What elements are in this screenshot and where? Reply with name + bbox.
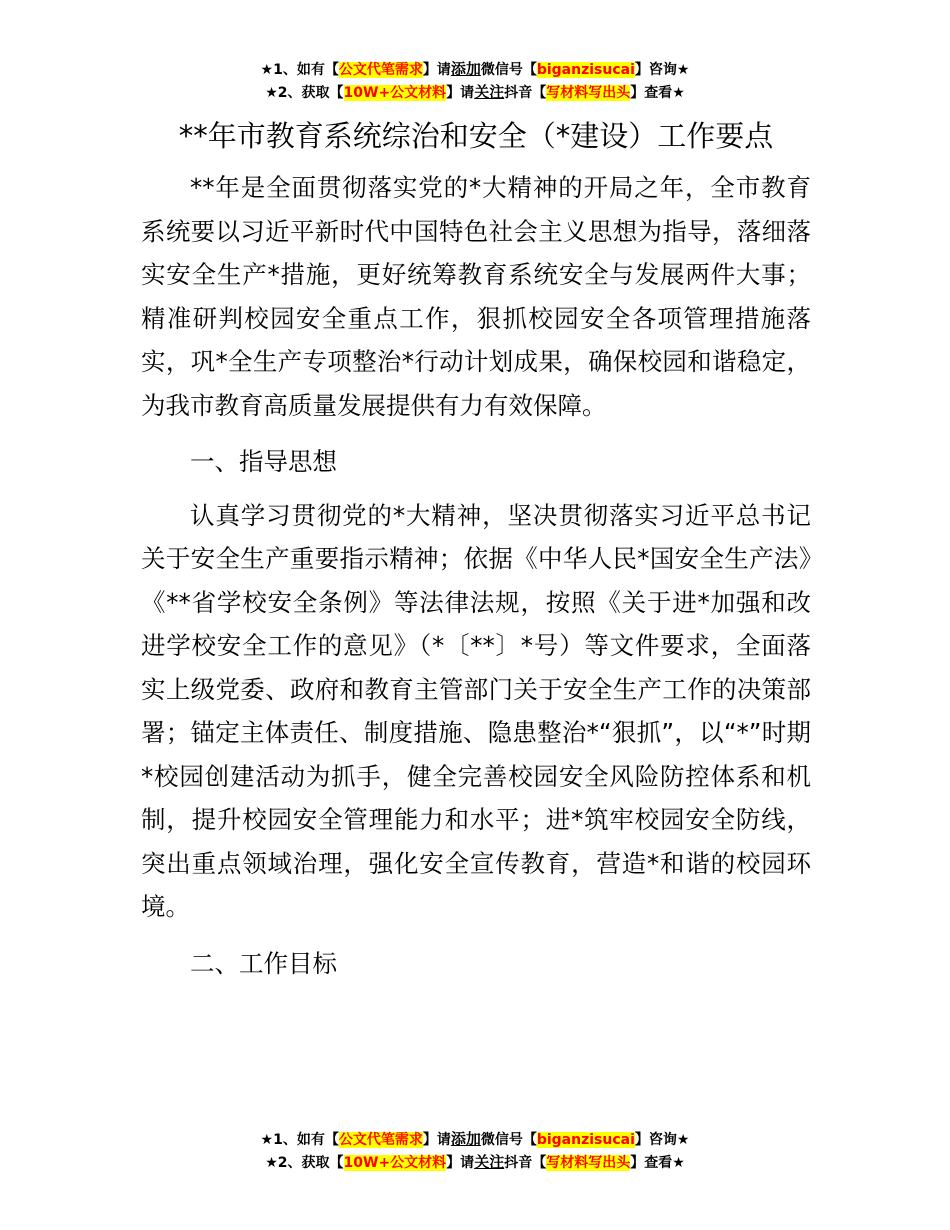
banner-text: ★2、获取【 <box>265 1155 344 1171</box>
banner-text: 抖音【 <box>504 1155 547 1171</box>
banner-highlight-service: 公文代笔需求 <box>338 1132 423 1148</box>
footer-ad-banner <box>0 1128 950 1174</box>
intro-paragraph: **年是全面贯彻落实党的*大精神的开局之年，全市教育系统要以习近平新时代中国特色社会主义思想为指导，落细落实安全生产*措施，更好统筹教育系统安全与发展两件大事；精准研判校园安全重点工作，狠抓校园安全各项管理措施落实，巩*全生产专项整治*行动计划成果，确保校园和谐稳定，为我市教育高质量发展提供有力有效保障。 <box>141 173 811 420</box>
banner-text: 】请 <box>446 1155 475 1171</box>
banner-text: 抖音【 <box>504 85 547 101</box>
banner-text: 微信号【 <box>480 1132 537 1148</box>
banner-highlight-wechat-id: biganzisucai <box>536 62 635 78</box>
banner-highlight-wechat-id: biganzisucai <box>536 1132 635 1148</box>
banner-text: 】请 <box>422 62 451 78</box>
banner-highlight-service: 公文代笔需求 <box>338 62 423 78</box>
banner-highlight-materials: 10W+公文材料 <box>343 1155 447 1171</box>
banner-line-2 <box>0 81 950 104</box>
banner-line-2 <box>0 1151 950 1174</box>
banner-underline-add: 添加 <box>450 1130 481 1148</box>
banner-highlight-douyin: 写材料写出头 <box>546 1155 631 1171</box>
document-title: **年市教育系统综治和安全（*建设）工作要点 <box>178 119 774 153</box>
banner-highlight-douyin: 写材料写出头 <box>546 85 631 101</box>
banner-text: 】请 <box>446 85 475 101</box>
banner-underline-add: 添加 <box>450 60 481 78</box>
banner-text: 微信号【 <box>480 62 537 78</box>
banner-text: 】查看★ <box>630 85 685 101</box>
banner-highlight-materials: 10W+公文材料 <box>343 85 447 101</box>
guiding-ideology-paragraph: 认真学习贯彻党的*大精神，坚决贯彻落实习近平总书记关于安全生产重要指示精神；依据《中华人民*国安全生产法》《**省学校安全条例》等法律法规，按照《关于进*加强和改进学校安全工作的意见》（*〔**〕*号）等文件要求，全面落实上级党委、政府和教育主管部门关于安全生产工作的决策部署；锚定主体责任、制度措施、隐患整治*“狠抓”，以“*”时期*校园创建活动为抓手，健全完善校园安全风险防控体系和机制，提升校园安全管理能力和水平；进*筑牢校园安全防线，突出重点领域治理，强化安全宣传教育，营造*和谐的校园环境。 <box>141 500 811 921</box>
document-body <box>141 116 811 985</box>
banner-text: 】查看★ <box>630 1155 685 1171</box>
banner-line-1 <box>0 1128 950 1151</box>
banner-text: ★2、获取【 <box>265 85 344 101</box>
banner-text: 】咨询★ <box>634 1132 690 1148</box>
header-ad-banner <box>0 58 950 104</box>
banner-line-1 <box>0 58 950 81</box>
banner-text: 】咨询★ <box>634 62 690 78</box>
banner-text: ★1、如有【 <box>260 1132 339 1148</box>
section-heading-work-goals: 二、工作目标 <box>190 948 337 978</box>
section-heading-guiding-ideology: 一、指导思想 <box>190 447 337 476</box>
banner-text: 】请 <box>422 1132 451 1148</box>
banner-text: ★1、如有【 <box>260 62 339 78</box>
banner-underline-follow: 关注 <box>474 83 505 101</box>
banner-underline-follow: 关注 <box>474 1153 505 1171</box>
